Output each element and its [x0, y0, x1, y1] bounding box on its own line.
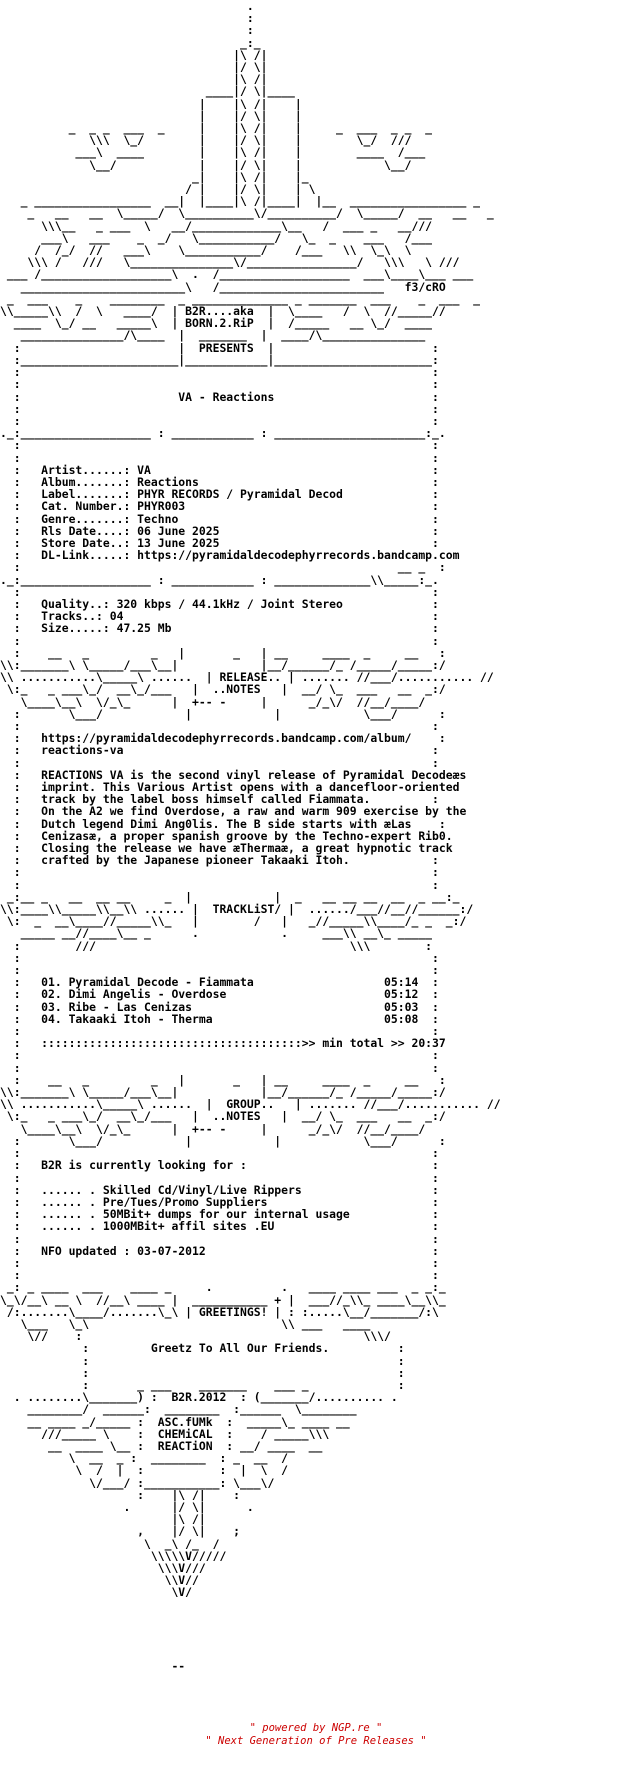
nfo-line: : :: [0, 584, 439, 599]
nfo-line: _ _ _ ___ _ | |\ /| | _ ___ _ _ _: [0, 121, 433, 136]
nfo-line: / /_/ // ___\ \___________/ /___ \\ \_\ \: [0, 243, 412, 258]
nfo-line: : \___/ | | \___/ :: [0, 706, 446, 721]
nfo-line: \\_____\\ / \ ____/ | B2R....aka | \____ / \ //_____//: [0, 304, 446, 319]
nfo-line: : | PRESENTS | :: [0, 340, 439, 355]
nfo-line: \: _ __\____//_____\\_ | / | _//_____\\____/_ _ _:/: [0, 914, 467, 929]
nfo-line: : :: [0, 877, 439, 892]
nfo-line: \ __ _ : ________ : _ __ /: [0, 1451, 289, 1466]
nfo-line: \:_ _ ___\_/ __\_/___ | ..NOTES | __/ \_ ___ __ _:/: [0, 1109, 446, 1124]
nfo-line: : Genre.......: Techno :: [0, 511, 439, 526]
nfo-line: \V/: [0, 1585, 193, 1600]
nfo-line: ____|/ \|____: [0, 84, 295, 99]
nfo-line: _: _ ____ ___ ____ _ . . ____ ____ ___ _ _:_: [0, 1280, 446, 1295]
nfo-line: : ::::::::::::::::::::::::::::::::::::::>> min total >> 20:37: [0, 1036, 446, 1051]
nfo-line: : :: [0, 450, 439, 465]
nfo-line: : Cenizasæ, a proper spanish groove by the Techno-expert Rib0.: [0, 828, 453, 843]
nfo-line: \____\__\ \/_\_ | +-- - | _/_\/ //__/____/: [0, 694, 426, 709]
nfo-line: : ...... . 1000MBit+ affil sites .EU :: [0, 1219, 439, 1234]
nfo-line: : :: [0, 633, 439, 648]
nfo-line: : Tracks..: 04 :: [0, 609, 439, 624]
nfo-line: : :: [0, 377, 439, 392]
nfo-line: : :: [0, 963, 439, 978]
nfo-line: ________/ ______: ________ :______ \________: [0, 1402, 357, 1417]
nfo-line: /:.......\____/.......\_\ | GREETINGS! | : :.....\__/_______/:\: [0, 1304, 439, 1319]
nfo-line: : REACTIONS VA is the second vinyl release of Pyramidal Decodeæs: [0, 767, 467, 782]
nfo-line: : Quality..: 320 kbps / 44.1kHz / Joint Stereo :: [0, 596, 439, 611]
nfo-line: : :: [0, 438, 439, 453]
nfo-line: : Size.....: 47.25 Mb :: [0, 621, 439, 636]
nfo-line: : https://pyramidaldecodephyrrecords.bandcamp.com/album/ :: [0, 731, 446, 746]
nfo-line: : ...... . 50MBit+ dumps for our internal usage :: [0, 1207, 439, 1222]
nfo-line: : Artist......: VA :: [0, 462, 439, 477]
nfo-line: \_\/__\ __ \ //__\ ____ | ___________ + | ___//_\\_ ____\__\\_: [0, 1292, 446, 1307]
footer-powered-by: " powered by NGP.re ": [249, 1722, 383, 1734]
nfo-line: : :: [0, 1060, 439, 1075]
nfo-line: : :: [0, 865, 439, 880]
nfo-line: \ _\ /_ /: [0, 1536, 220, 1551]
nfo-line: : :: [0, 401, 439, 416]
nfo-line: \\ ...........\_____\ ...... | GROUP.. | ....... //___/........... //: [0, 1097, 501, 1112]
nfo-line: |/ \|: [0, 60, 268, 75]
nfo-line: : crafted by the Japanese pioneer Takaaki Itoh. :: [0, 853, 439, 868]
nfo-line: : Label.......: PHYR RECORDS / Pyramidal Decod :: [0, 487, 439, 502]
footer-tagline: " Next Generation of Pre Releases ": [205, 1735, 427, 1747]
nfo-line: _ ___ _ ________ _ ______________ _ _______ ___ _ ___ _: [0, 291, 481, 306]
nfo-line: : Dutch legend Dimi Ang0lis. The B side starts with æLas :: [0, 816, 446, 831]
nfo-line: . ........\_______) : B2R.2012 : (_______/.......... .: [0, 1390, 398, 1405]
nfo-line: :: [0, 11, 254, 26]
nfo-line: | |/ \| |: [0, 108, 302, 123]
nfo-line: / | |/ \| | \: [0, 182, 316, 197]
nfo-line: \// : \\\/: [0, 1329, 391, 1344]
nfo-line: : 02. Dimi Angelis - Overdose 05:12 :: [0, 987, 439, 1002]
nfo-line: : ...... . Skilled Cd/Vinyl/Live Rippers :: [0, 1182, 439, 1197]
nfo-line: : __ _ :: [0, 560, 446, 575]
nfo-line: : reactions-va :: [0, 743, 439, 758]
nfo-line: \/___/ :___________: \___\/: [0, 1475, 275, 1490]
nfo-line: \__/ | |/ \| | \__/: [0, 157, 412, 172]
nfo-line: : :: [0, 718, 439, 733]
nfo-line: : Cat. Number.: PHYR003 :: [0, 499, 439, 514]
nfo-line: : track by the label boss himself called Fiammata. :: [0, 792, 439, 807]
nfo-line: |\ /|: [0, 47, 268, 62]
nfo-line: : DL-Link.....: https://pyramidaldecodephyrrecords.bandcamp.com: [0, 548, 460, 563]
nfo-line: \\:____\\_____\\__\\ ...... | TRACKLiST/ | ....../___//__//______:/: [0, 902, 474, 917]
nfo-line: : :: [0, 1170, 439, 1185]
nfo-line: \\\\\V/////: [0, 1548, 227, 1563]
nfo-line: _____ __//____\__ _ . . ___\\ __\_ _____: [0, 926, 433, 941]
nfo-line: , |/ \| ;: [0, 1524, 241, 1539]
nfo-line: : :: [0, 1146, 439, 1161]
nfo-line: : B2R is currently looking for : :: [0, 1158, 439, 1173]
nfo-line: : Rls Date....: 06 June 2025 :: [0, 523, 439, 538]
nfo-line: :: [0, 23, 254, 38]
nfo-line: _:__ _ __ __ __ _ | | _ __ __ __ __ _ __:_: [0, 889, 460, 904]
nfo-line: _ _________________ __| |____|\ /|____| |__ _________________ _: [0, 194, 481, 209]
nfo-line: \____\__\ \/_\_ | +-- - | _/_\/ //__/____/: [0, 1121, 426, 1136]
nfo-line: \\ ...........\_____\ ...... | RELEASE.. | ....... //___/........... //: [0, 670, 494, 685]
nfo-line: | |\ /| |: [0, 96, 302, 111]
nfo-line: \\:_______\ \_____/___\__| |__/______/_ /_____/_____:/: [0, 657, 446, 672]
nfo-line: : :: [0, 365, 439, 380]
nfo-line: : \___/ | | \___/ :: [0, 1133, 446, 1148]
nfo-line: : __ _ _ | _ | __ ____ _ __ :: [0, 1072, 446, 1087]
nfo-line: ____ \_/ __ _____\ | BORN.2.RiP | /_____ __ \_/ ____: [0, 316, 433, 331]
nfo-line: : :: [0, 1255, 439, 1270]
nfo-line: --: [0, 1658, 186, 1673]
nfo-line: \\V//: [0, 1573, 199, 1588]
nfo-line: : 01. Pyramidal Decode - Fiammata 05:14 :: [0, 975, 439, 990]
footer: [0, 1722, 632, 1748]
nfo-line: \\\V///: [0, 1561, 206, 1575]
nfo-line: : /// \\\ :: [0, 938, 433, 953]
nfo-line: : On the A2 we find Overdose, a raw and warm 909 exercise by the: [0, 804, 467, 819]
nfo-line: : 03. Ribe - Las Cenizas 05:03 :: [0, 999, 439, 1014]
nfo-line: : Greetz To All Our Friends. :: [0, 1341, 405, 1356]
nfo-line: : :: [0, 1231, 439, 1246]
nfo-line: : :: [0, 1353, 405, 1368]
nfo-line: : Album.......: Reactions :: [0, 474, 439, 489]
nfo-line: ___\ ___ _ _/ \___________/ \_ _ ___ /___: [0, 230, 433, 245]
nfo-line: \:_ _ ___\_/ __\_/___ | ..NOTES | __/ \_ ___ __ _:/: [0, 682, 446, 697]
nfo-line: : VA - Reactions :: [0, 389, 439, 404]
nfo-line: : :: [0, 950, 439, 965]
nfo-line: ._:___________________ : ____________ : ______________________:_.: [0, 426, 446, 441]
nfo-line: : :: [0, 413, 439, 428]
nfo-line: \\\ \_/ | |/ \| | \_/ ///: [0, 133, 412, 148]
nfo-line: : :: [0, 1048, 439, 1063]
nfo-line: ________________________\ /________________________ f3/cRO: [0, 279, 446, 294]
nfo-line: ._:___________________ : ____________ : ______________\\_____:_.: [0, 572, 439, 587]
nfo-line: : Closing the release we have æThermaæ, a great hypnotic track: [0, 841, 453, 856]
nfo-line: . |/ \| .: [0, 1499, 254, 1514]
nfo-line: : :: [0, 1365, 405, 1380]
nfo-line: ___ /___________________\ . /___________________ ___\____\___ ___: [0, 267, 474, 282]
nfo-line: \ / | : : | \ /: [0, 1463, 289, 1478]
nfo-line: : Store Date..: 13 June 2025 :: [0, 535, 439, 550]
nfo-line: .: [0, 0, 254, 13]
nfo-line: : ...... . Pre/Tues/Promo Suppliers :: [0, 1194, 439, 1209]
nfo-line: |\ /|: [0, 72, 268, 87]
nfo-line: _ __ __ \_____/ \__________\/__________/ \_____/ __ __ _: [0, 206, 494, 221]
nfo-line: : NFO updated : 03-07-2012 :: [0, 1243, 439, 1258]
nfo-line: : __ _ _ | _ | __ ____ _ __ :: [0, 645, 446, 660]
nfo-line: ___\ ____ | |\ /| | ____ /___: [0, 145, 426, 160]
nfo-line: : |\ /| :: [0, 1487, 241, 1502]
nfo-line: |\ /|: [0, 1512, 206, 1527]
nfo-line: : 04. Takaaki Itoh - Therma 05:08 :: [0, 1011, 439, 1026]
nfo-line: : imprint. This Various Artist opens with a dancefloor-oriented: [0, 780, 460, 794]
nfo-line: : :: [0, 1268, 439, 1283]
nfo-line: \\\__ _ ___ \ __/_____________\__ / ___ _ __///: [0, 218, 433, 233]
nfo-line: _______________/\____ | _______ | ____/\_______________: [0, 328, 426, 343]
nfo-line: _:_: [0, 35, 261, 50]
nfo-line: __ ____ _/_____ : ASC.fUMk : _____\_ ____ __: [0, 1414, 350, 1429]
nfo-line: : :: [0, 755, 439, 770]
nfo-line: \\:_______\ \_____/___\__| |__/______/_ /_____/_____:/: [0, 1085, 446, 1100]
nfo-line: _| |\ /| |_: [0, 169, 309, 184]
nfo-line: ///_____ \ : CHEMiCAL : / _____\\\: [0, 1426, 330, 1441]
nfo-line: \\\ / /// \_______________\/________________/ \\\ \ ///: [0, 255, 460, 270]
nfo-line: : :: [0, 1024, 439, 1039]
nfo-line: \___ \_\ \\ ___ ____: [0, 1316, 371, 1331]
nfo-line: : _ ___ _______ ___ _ :: [0, 1377, 405, 1392]
nfo-line: __ ____ \__ : REACTiON : __/ ____ __: [0, 1438, 323, 1453]
nfo-line: :_______________________|____________|_______________________:: [0, 352, 439, 367]
